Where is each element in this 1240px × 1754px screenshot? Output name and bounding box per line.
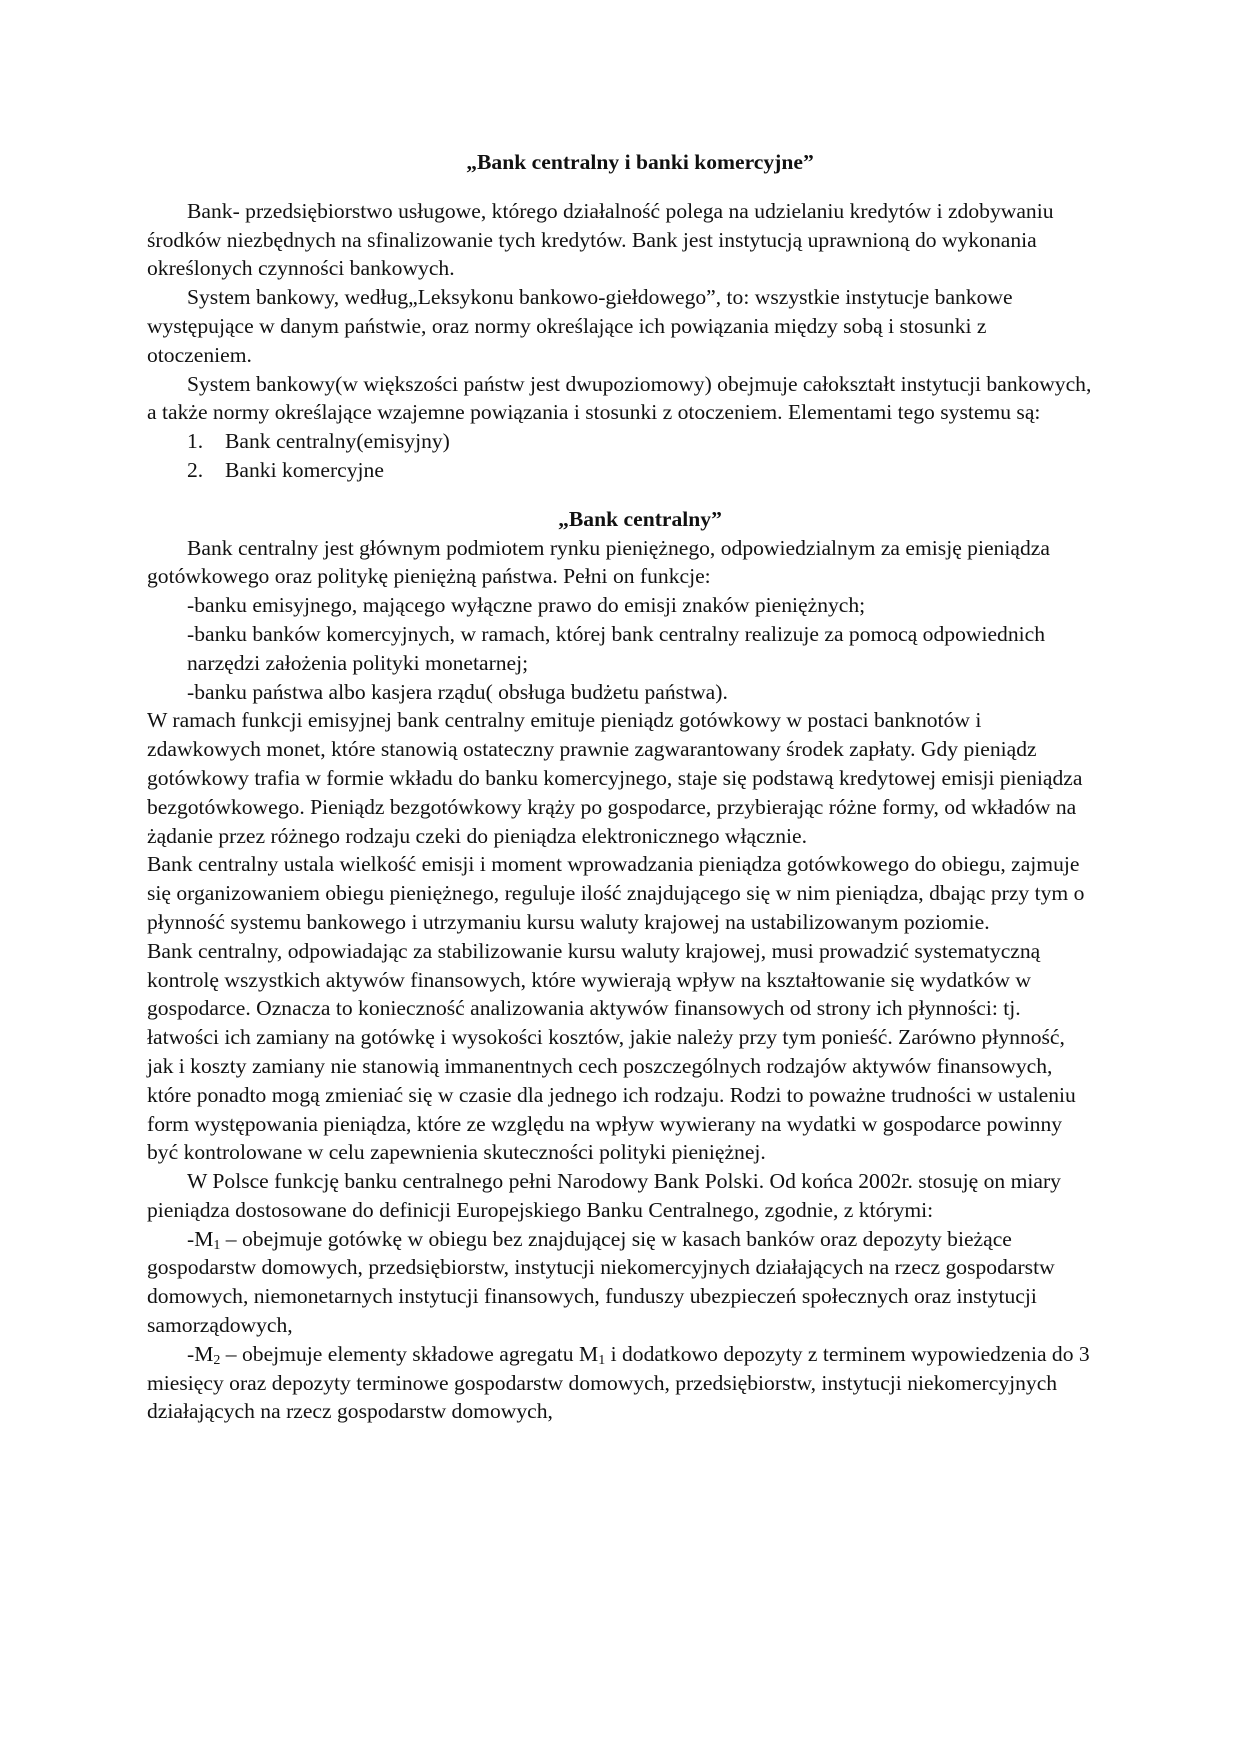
- section-intro: Bank centralny jest głównym podmiotem rynku pieniężnego, odpowiedzialnym za emisję pieniądza gotówkowego oraz politykę pieniężną państwa. Pełni on funkcje:: [147, 535, 1050, 589]
- m2-text-b: i dodatkowo depozyty z terminem wypowiedzenia do 3 miesięcy oraz depozyty terminowe gospodarstw domowych, przedsiębiorstw, instytucji niekomercyjnych działających na rzecz gospodarstw domowych,: [147, 1341, 1090, 1424]
- body-paragraph-1: W ramach funkcji emisyjnej bank centralny emituje pieniądz gotówkowy w postaci banknotów i zdawkowych monet, które stanowią ostateczny prawnie zagwarantowany środek zapłaty. Gdy pieniądz gotówkowy trafia w formie wkładu do banku komercyjnego, staje się podstawą kredytowej emisji pieniądza bezgotówkowego. Pieniądz bezgotówkowy krąży po gospodarce, przybierając różne formy, od wkładów na żądanie przez różnego rodzaju czeki do pieniądza elektronicznego włącznie.: [147, 708, 1083, 848]
- document-title: „Bank centralny i banki komercyjne”: [466, 150, 814, 174]
- body-paragraph-2: Bank centralny ustala wielkość emisji i moment wprowadzania pieniądza gotówkowego do obiegu, zajmuje się organizowaniem obiegu pieniężnego, reguluje ilość znajdującego się w nim pieniądza, dbając przy tym o płynność systemu bankowego i utrzymaniu kursu waluty krajowej na ustabilizowanym poziomie.: [147, 852, 1085, 934]
- m1-text: – obejmuje gotówkę w obiegu bez znajdującej się w kasach banków oraz depozyty bieżące gospodarstw domowych, przedsiębiorstw, instytucji niekomercyjnych działających na rzecz gospodarstw domowych, niemonetarnych instytucji finansowych, funduszy ubezpieczeń społecznych oraz instytucji samorządowych,: [147, 1226, 1055, 1338]
- function-item: -banku emisyjnego, mającego wyłączne prawo do emisji znaków pieniężnych;: [187, 593, 866, 618]
- body-paragraph-3: Bank centralny, odpowiadając za stabilizowanie kursu waluty krajowej, musi prowadzić systematyczną kontrolę wszystkich aktywów finansowych, które wywierają wpływ na kształtowanie się wydatków w gospodarce. Oznacza to konieczność analizowania aktywów finansowych od strony ich płynności: tj. łatwości ich zamiany na gotówkę i wysokości kosztów, jakie należy przy tym ponieść. Zarówno płynność, jak i koszty zamiany nie stanowią immanentnych cech poszczególnych rodzajów aktywów finansowych, które ponadto mogą zmieniać się w czasie dla jednego ich rodzaju. Rodzi to poważne trudności w ustaleniu form występowania pieniądza, które ze względu na wpływ wywierany na wydatki w gospodarce powinny być kontrolowane w celu zapewnienia skuteczności polityki pieniężnej.: [147, 938, 1076, 1165]
- nbp-paragraph: W Polsce funkcję banku centralnego pełni Narodowy Bank Polski. Od końca 2002r. stosuję on miary pieniądza dostosowane do definicji Europejskiego Banku Centralnego, zgodnie, z którymi:: [147, 1169, 1061, 1222]
- section-title: „Bank centralny”: [558, 506, 722, 531]
- list-item: [147, 456, 1093, 485]
- list-text: Banki komercyjne: [225, 457, 384, 482]
- document-page: [147, 148, 1093, 1426]
- m1-prefix: -M: [187, 1226, 214, 1251]
- m2-text-a: – obejmuje elementy składowe agregatu M: [220, 1341, 599, 1366]
- function-item: -banku banków komercyjnych, w ramach, której bank centralny realizuje za pomocą odpowiednich narzędzi założenia polityki monetarnej;: [187, 621, 1046, 675]
- list-item: [147, 427, 1093, 456]
- intro-paragraph-3: System bankowy(w większości państw jest dwupoziomowy) obejmuje całokształt instytucji bankowych, a także normy określające wzajemne powiązania i stosunki z otoczeniem. Elementami tego systemu są:: [147, 371, 1092, 425]
- function-item: -banku państwa albo kasjera rządu( obsługa budżetu państwa).: [187, 679, 728, 704]
- m2-prefix: -M: [187, 1341, 214, 1366]
- list-number: 1.: [187, 429, 204, 454]
- system-elements-list: [147, 427, 1093, 485]
- m2-subscript: 2: [213, 1352, 221, 1368]
- m2-definition: [147, 1340, 1093, 1426]
- m1-definition: [147, 1225, 1093, 1340]
- list-number: 2.: [187, 457, 204, 482]
- intro-paragraph-1: Bank- przedsiębiorstwo usługowe, którego działalność polega na udzielaniu kredytów i zdobywaniu środków niezbędnych na sfinalizowanie tych kredytów. Bank jest instytucją uprawnioną do wykonania określonych czynności bankowych.: [147, 198, 1054, 281]
- list-text: Bank centralny(emisyjny): [225, 429, 450, 454]
- intro-paragraph-2: System bankowy, według„Leksykonu bankowo-giełdowego”, to: wszystkie instytucje bankowe występujące w danym państwie, oraz normy określające ich powiązania między sobą i stosunki z otoczeniem.: [147, 285, 1013, 367]
- m2-subscript-b: 1: [598, 1352, 606, 1368]
- m1-subscript: 1: [213, 1237, 221, 1253]
